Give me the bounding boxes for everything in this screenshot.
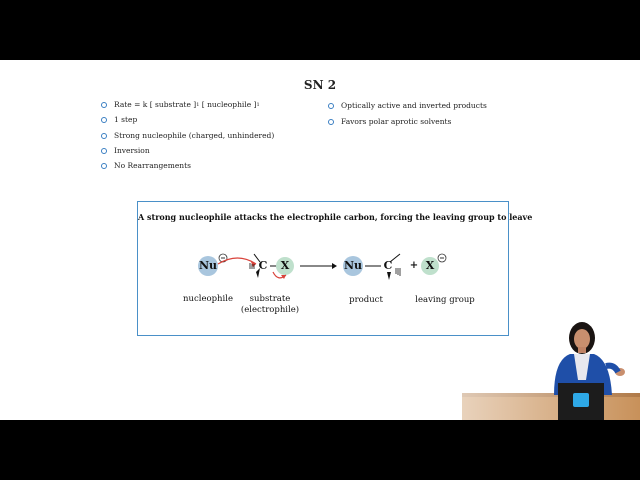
bullet-inversion — [101, 146, 150, 155]
mechanism-svg — [138, 202, 533, 337]
presenter-face — [574, 329, 590, 349]
mechanism-diagram-box — [137, 201, 533, 336]
atom-x-leaving: X — [425, 259, 435, 272]
bullet-text: [ nucleophile ] — [201, 100, 257, 109]
bullet-strong-nucleophile — [101, 131, 274, 140]
label-leaving-group: leaving group — [415, 295, 475, 305]
bullet-text: Strong nucleophile (charged, unhindered) — [114, 131, 275, 140]
bullet-circle-icon — [101, 148, 107, 154]
atom-c-product: C — [383, 259, 393, 272]
slide-title: SN 2 — [303, 78, 337, 92]
label-substrate: substrate — [249, 294, 291, 304]
label-electrophile: (electrophile) — [240, 305, 300, 315]
wedge-bond-product — [387, 272, 391, 280]
atom-x: X — [280, 259, 290, 272]
label-nucleophile: nucleophile — [183, 294, 233, 304]
bullet-text: 1 step — [114, 115, 138, 124]
bullet-text: Inversion — [114, 146, 150, 155]
bullet-circle-icon — [101, 133, 107, 139]
bullet-text: Optically active and inverted products — [341, 101, 487, 110]
bullet-circle-icon — [101, 163, 107, 169]
bullet-one-step — [101, 115, 137, 124]
atom-c: C — [258, 259, 268, 272]
bullet-polar-aprotic — [328, 117, 451, 126]
plus-sign: + — [409, 260, 419, 271]
bullet-circle-icon — [101, 117, 107, 123]
video-frame — [0, 60, 640, 420]
diagram-caption: A strong nucleophile attacks the electrophile carbon, forcing the leaving group to leave — [138, 212, 533, 222]
bullet-sup: 1 — [256, 101, 260, 108]
bullet-sup: 1 — [196, 101, 200, 108]
bullet-no-rearrangements — [101, 161, 191, 170]
hash-bond-product — [396, 268, 400, 276]
bullet-optically-active — [328, 101, 487, 110]
atom-nu: Nu — [199, 259, 218, 272]
bullet-circle-icon — [328, 119, 334, 125]
bullet-text: No Rearrangements — [114, 161, 191, 170]
atom-nu-product: Nu — [344, 259, 363, 272]
bullet-text: Rate = k [ substrate ] — [114, 100, 197, 109]
bullet-circle-icon — [328, 103, 334, 109]
label-product: product — [349, 295, 383, 305]
bullet-text: Favors polar aprotic solvents — [341, 117, 452, 126]
bullet-circle-icon — [101, 102, 107, 108]
bullet-rate-law — [101, 100, 260, 109]
podium-logo-icon — [573, 393, 589, 407]
